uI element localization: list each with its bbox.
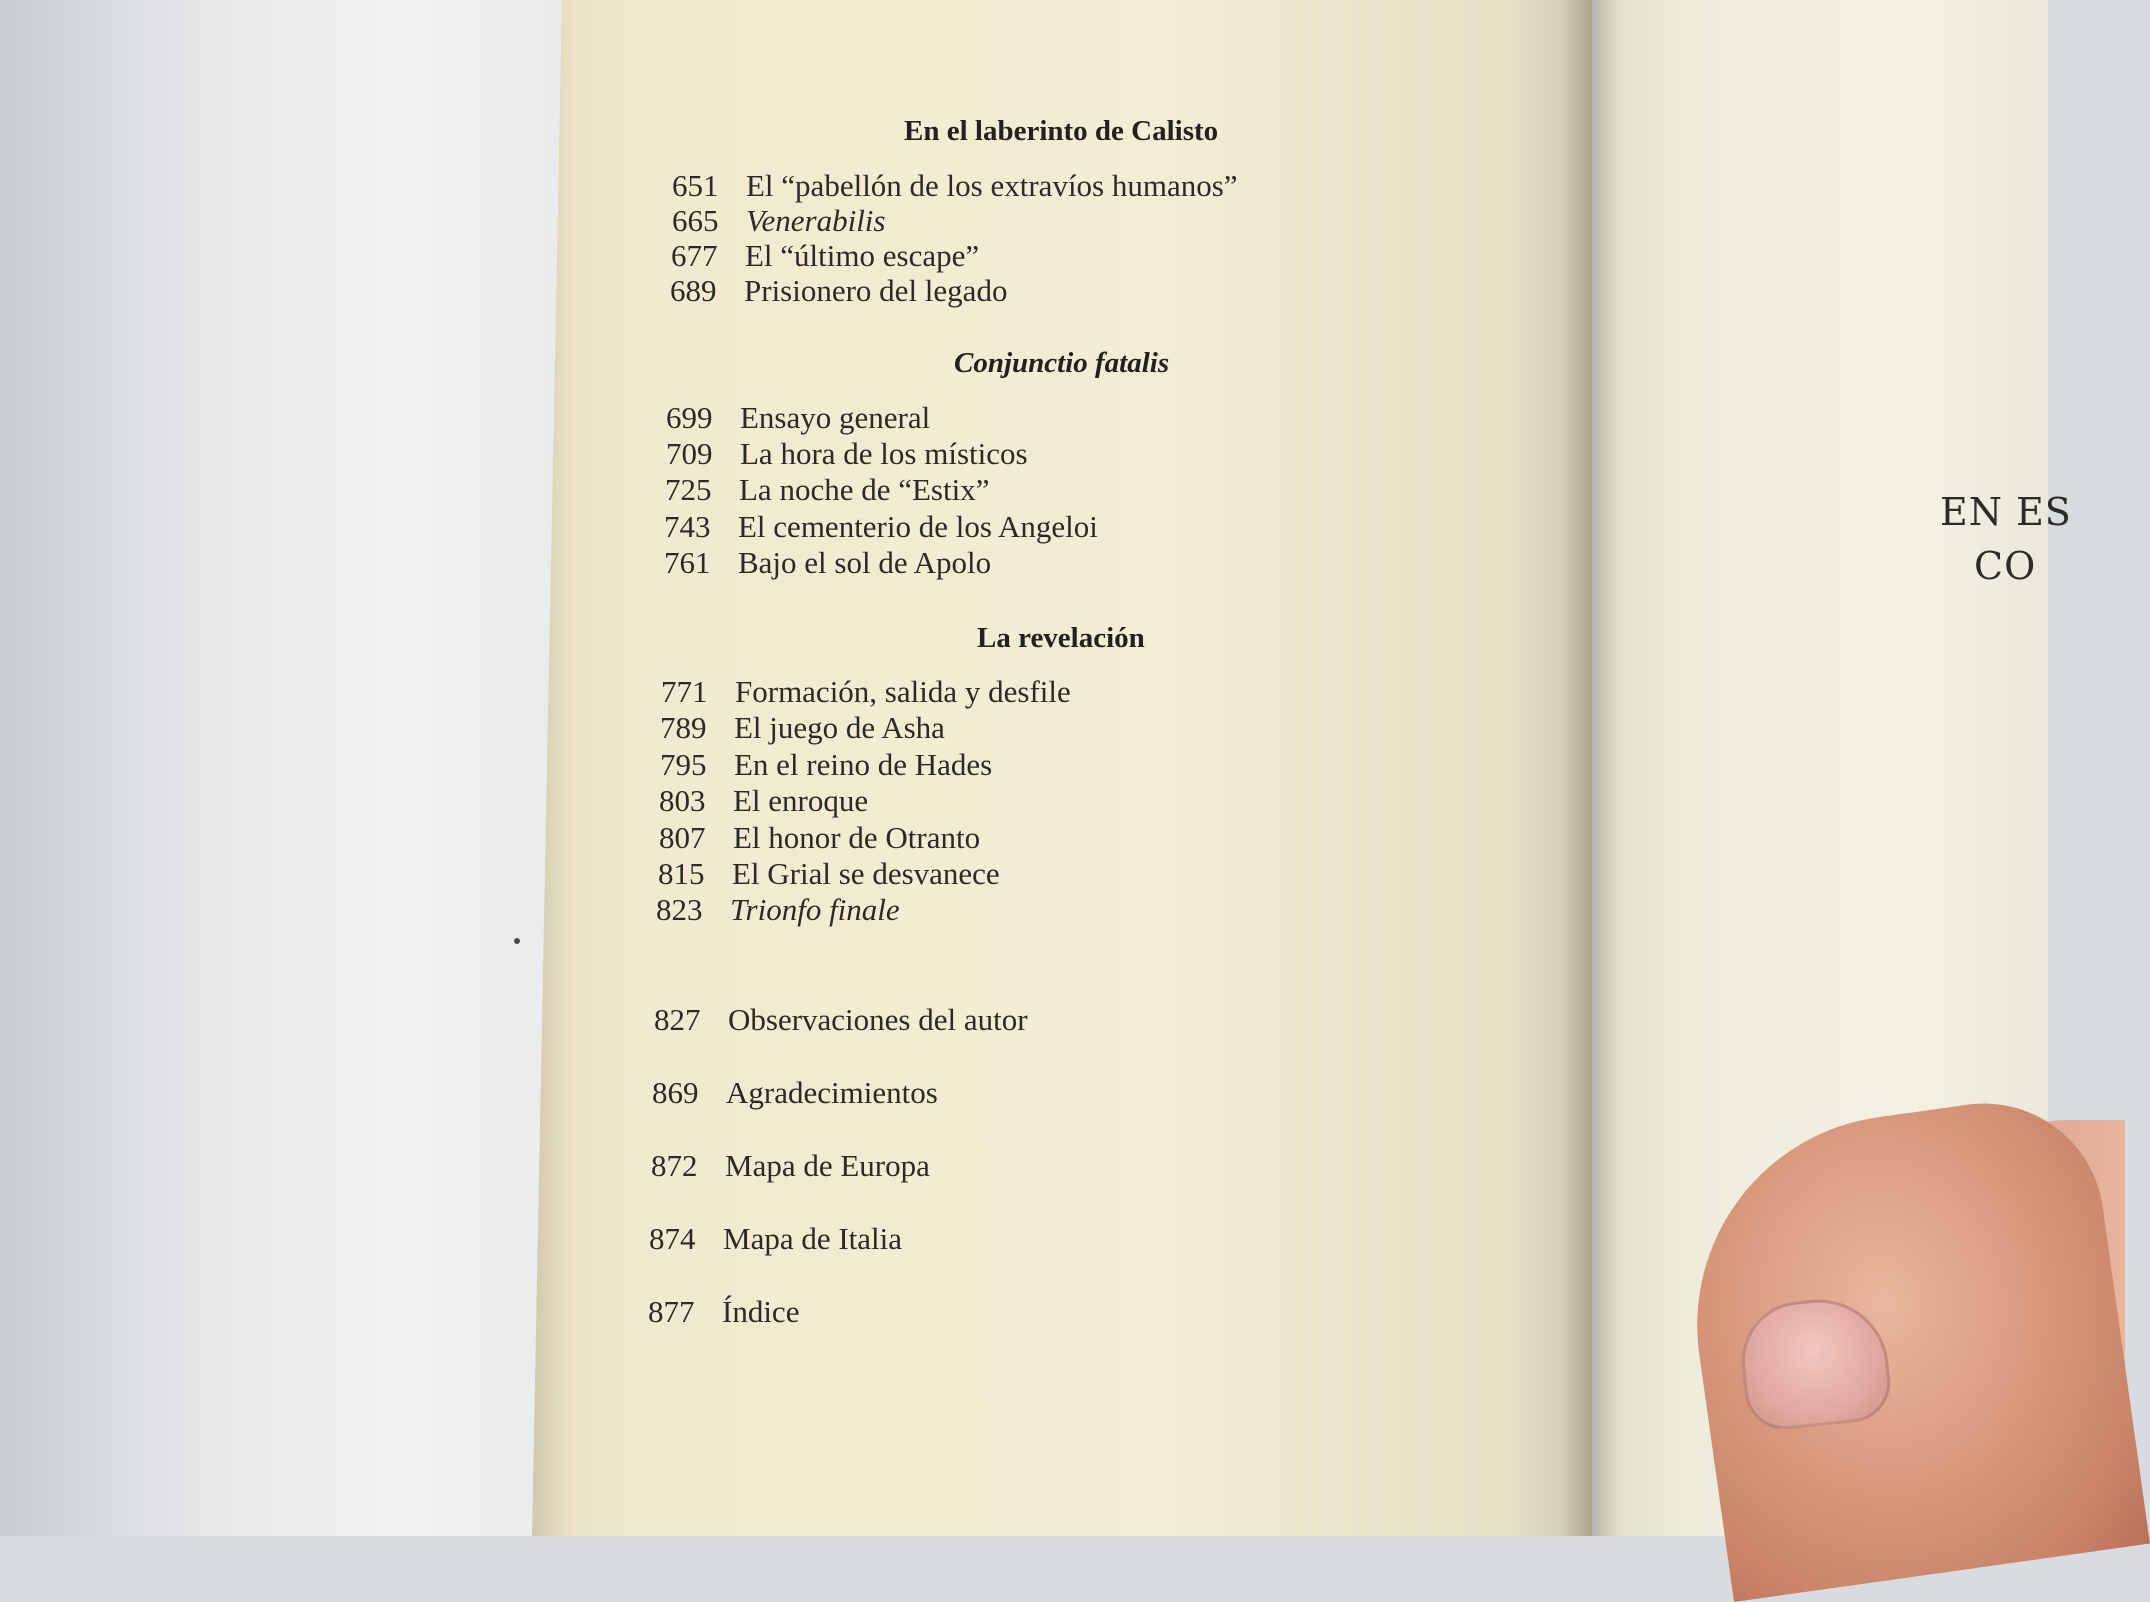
toc-title: Ensayo general	[740, 400, 931, 435]
back-matter-entry	[654, 1002, 1028, 1038]
toc-entry	[664, 545, 991, 581]
toc-title: Bajo el sol de Apolo	[738, 545, 992, 580]
toc-entry	[666, 436, 1028, 472]
toc-page-number: 771	[661, 674, 708, 709]
toc-title: Venerabilis	[746, 203, 886, 238]
toc-entry	[656, 892, 900, 928]
toc-page-number: 699	[666, 400, 713, 435]
section-heading: La revelación	[977, 622, 1145, 654]
toc-entry	[659, 820, 980, 856]
toc-title: La noche de “Estix”	[739, 472, 990, 507]
section-heading: Conjunctio fatalis	[954, 347, 1170, 379]
toc-title: El cementerio de los Angeloi	[738, 509, 1098, 544]
toc-page-number: 761	[664, 545, 711, 580]
toc-entry	[672, 168, 1238, 204]
toc-title: La hora de los místicos	[740, 436, 1028, 471]
toc-page-number: 807	[659, 820, 706, 855]
right-page-text-line-2: CO	[1974, 544, 2037, 588]
toc-title: Mapa de Italia	[723, 1221, 903, 1256]
toc-title: Índice	[722, 1294, 800, 1329]
toc-entry	[671, 238, 979, 274]
toc-page-number: 709	[666, 436, 713, 471]
toc-page-number: 677	[671, 238, 718, 273]
toc-page-number: 789	[660, 710, 707, 745]
toc-title: El “pabellón de los extravíos humanos”	[746, 168, 1238, 203]
toc-title: Observaciones del autor	[728, 1002, 1028, 1037]
toc-title: Mapa de Europa	[725, 1148, 930, 1183]
toc-entry	[658, 856, 1000, 892]
toc-title: El honor de Otranto	[733, 820, 981, 855]
toc-page-number: 823	[656, 892, 703, 927]
toc-title: Agradecimientos	[726, 1075, 938, 1110]
toc-page-number: 743	[664, 509, 711, 544]
toc-title: En el reino de Hades	[734, 747, 993, 782]
toc-title: El enroque	[733, 783, 869, 818]
toc-page-number: 803	[659, 783, 706, 818]
toc-entry	[660, 710, 945, 746]
toc-entry	[660, 747, 992, 783]
book-gutter	[1560, 0, 1620, 1536]
table-surface	[0, 0, 580, 1536]
back-matter-entry	[648, 1294, 799, 1330]
toc-page-number: 725	[665, 472, 712, 507]
right-page-text-line-1: EN ES	[1940, 490, 2072, 534]
toc-title: Prisionero del legado	[744, 273, 1008, 308]
toc-entry	[665, 472, 989, 508]
toc-title: Trionfo finale	[730, 892, 900, 927]
toc-page-number: 689	[670, 273, 717, 308]
toc-entry	[661, 674, 1071, 710]
toc-page-number: 877	[648, 1294, 695, 1329]
toc-page-number: 827	[654, 1002, 701, 1037]
section-heading: En el laberinto de Calisto	[904, 115, 1219, 147]
surface-speck	[514, 938, 520, 944]
toc-entry	[666, 400, 930, 436]
toc-entry	[664, 509, 1098, 545]
back-matter-entry	[649, 1221, 902, 1257]
toc-page-number: 795	[660, 747, 707, 782]
toc-page-number: 665	[672, 203, 719, 238]
toc-entry	[670, 273, 1007, 309]
toc-title: Formación, salida y desfile	[735, 674, 1071, 709]
toc-page-number: 651	[672, 168, 719, 203]
back-matter-entry	[651, 1148, 930, 1184]
toc-entry	[672, 203, 886, 239]
toc-title: El “último escape”	[745, 238, 980, 273]
toc-title: El Grial se desvanece	[732, 856, 1000, 891]
toc-page-number: 869	[652, 1075, 699, 1110]
toc-page-number: 815	[658, 856, 705, 891]
toc-page-number: 874	[649, 1221, 696, 1256]
toc-page-number: 872	[651, 1148, 698, 1183]
toc-entry	[659, 783, 868, 819]
back-matter-entry	[652, 1075, 938, 1111]
toc-title: El juego de Asha	[734, 710, 945, 745]
